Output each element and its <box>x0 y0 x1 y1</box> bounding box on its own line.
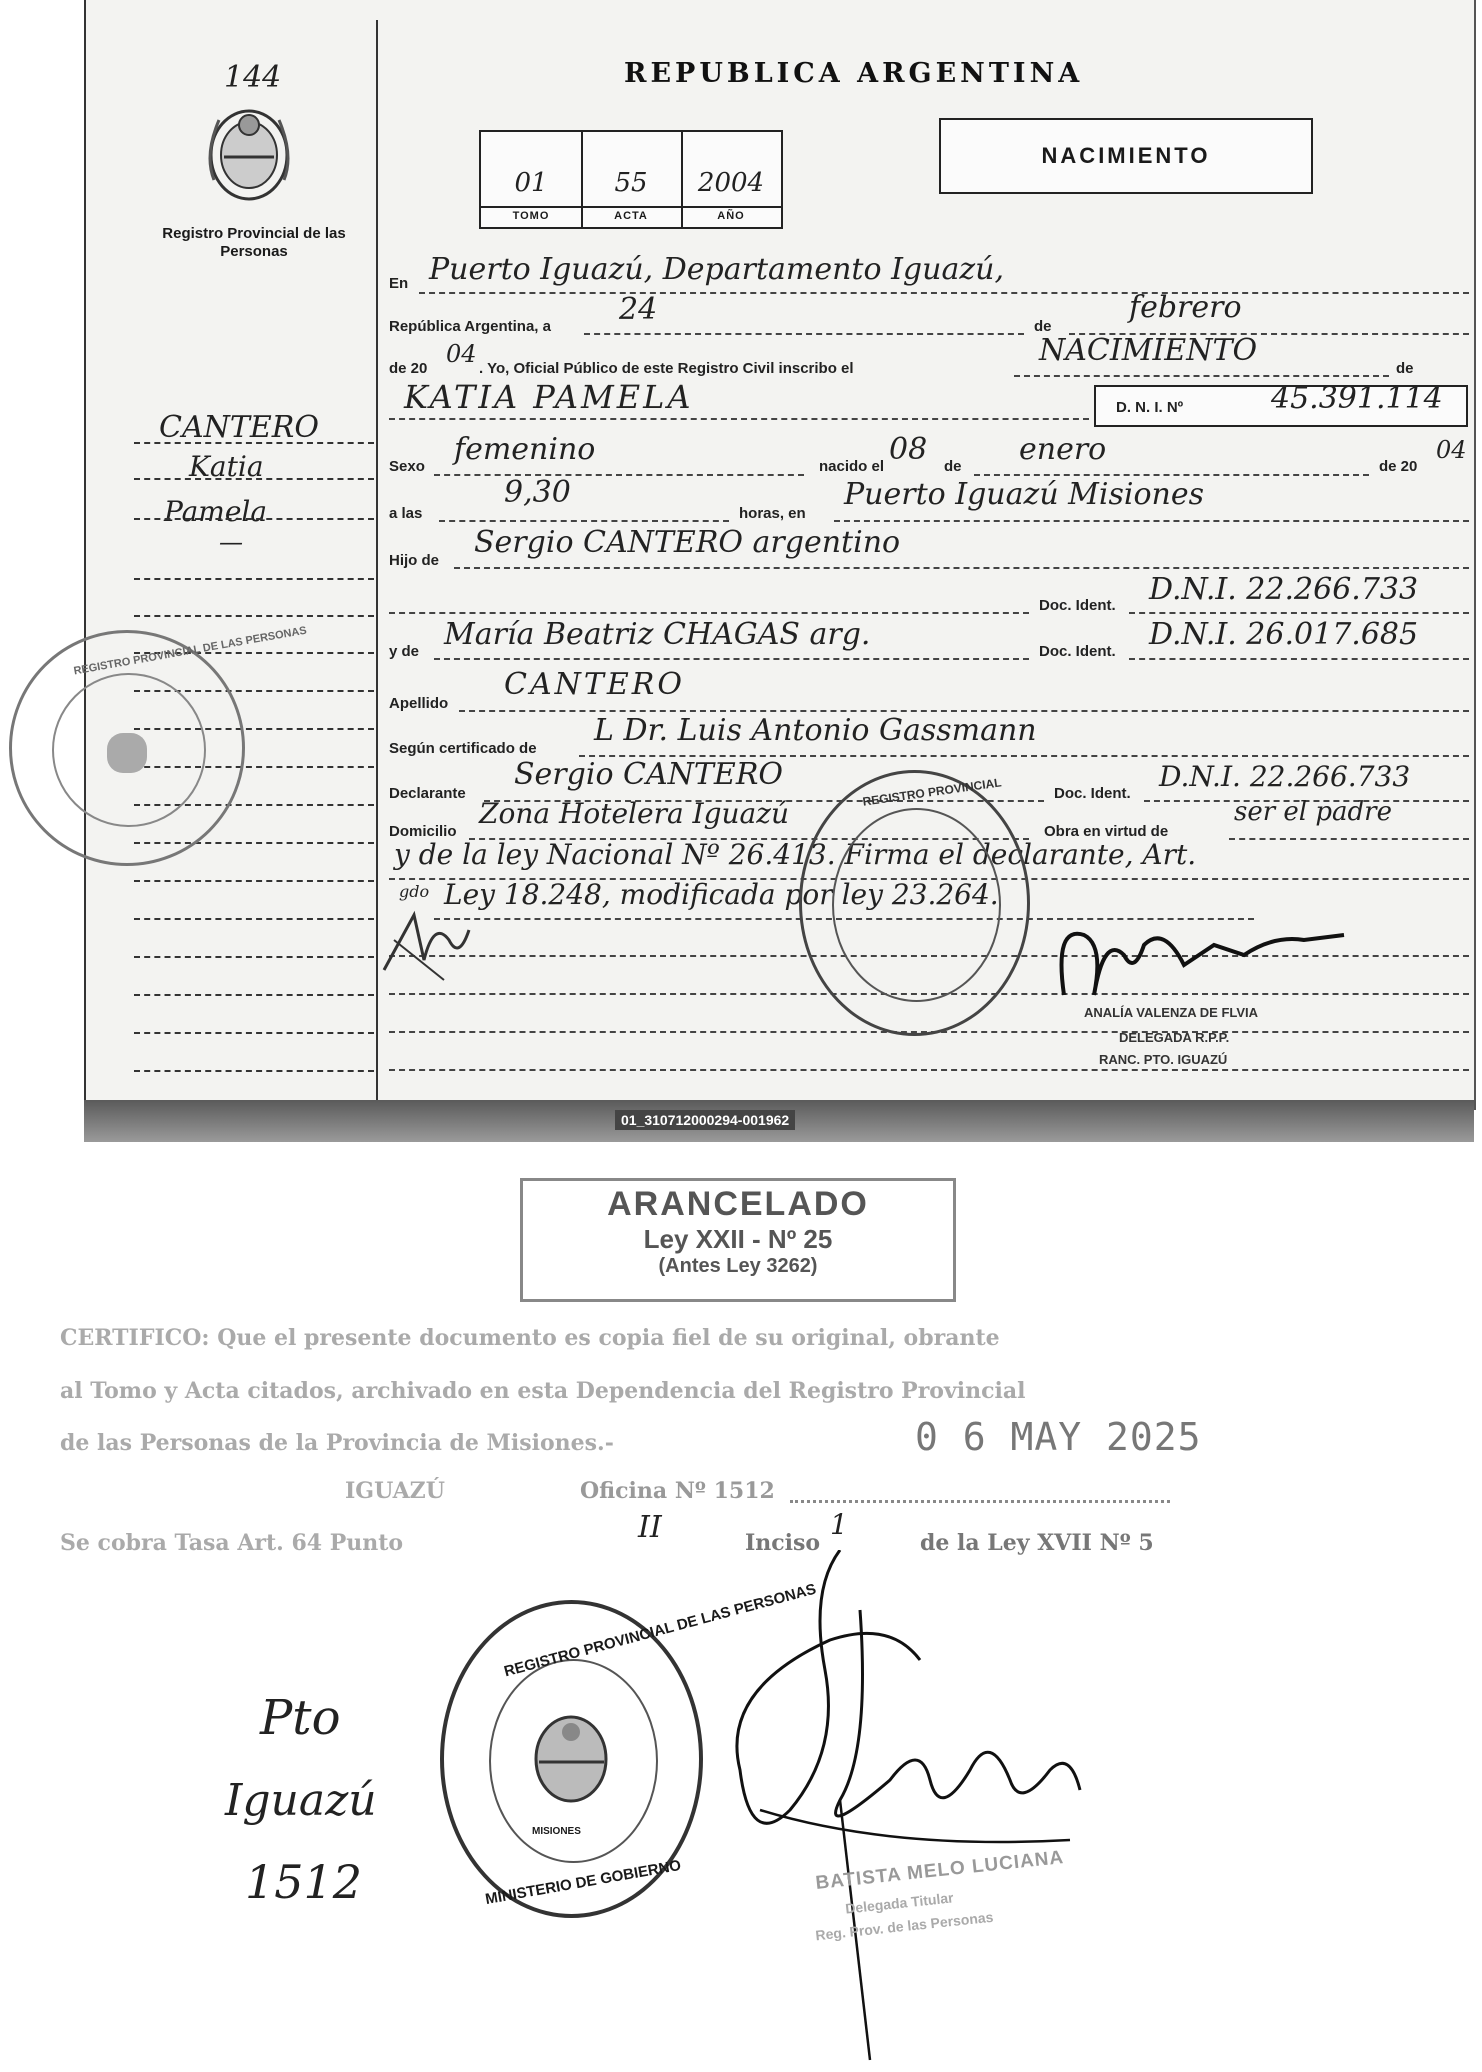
acts-by-value: ser el padre <box>1234 797 1392 827</box>
handwritten-office: 1512 <box>245 1855 363 1909</box>
time-label: a las <box>389 505 423 522</box>
declarant-dni: D.N.I. 22.266.733 <box>1159 760 1411 793</box>
declarant-name: Sergio CANTERO <box>514 757 784 792</box>
mother-dni: D.N.I. 26.017.685 <box>1149 617 1419 652</box>
arancelado-title: ARANCELADO <box>607 1185 869 1223</box>
signer-organization: Reg. Prov. de las Personas <box>814 1908 995 1944</box>
child-dni: 45.391.114 <box>1271 381 1443 416</box>
date-de-label: de <box>1034 318 1052 335</box>
legal-note-prefix: gdo <box>399 882 430 901</box>
arancelado-previous-law: (Antes Ley 3262) <box>658 1255 818 1277</box>
office-city: IGUAZÚ <box>345 1478 445 1504</box>
registry-name: Registro Provincial de las Personas <box>162 225 346 260</box>
fee-text: Se cobra Tasa Art. 64 Punto <box>60 1530 404 1556</box>
document-code: 01_310712000294-001962 <box>615 1110 795 1130</box>
father-label: Hijo de <box>389 552 440 569</box>
surname-label: Apellido <box>389 695 449 712</box>
certification-text-line3: de las Personas de la Provincia de Misiones.- <box>60 1430 614 1456</box>
fee-punto: II <box>638 1510 662 1545</box>
certificate-label: Según certificado de <box>389 740 537 757</box>
right-registry-stamp <box>799 770 1030 1036</box>
seal-emblem-icon <box>524 1704 619 1814</box>
fee-law: de la Ley XVII Nº 5 <box>920 1530 1154 1556</box>
official-office: RANC. PTO. IGUAZÚ <box>1099 1052 1228 1067</box>
legal-note-line1: y de la ley Nacional Nº 26.413. Firma el declarante, Art. <box>394 838 1197 871</box>
handwritten-city: Iguazú <box>225 1775 377 1826</box>
father-doc-label: Doc. Ident. <box>1039 597 1116 614</box>
birth-de-label: de <box>944 458 962 475</box>
acts-by-label: Obra en virtud de <box>1044 823 1169 840</box>
handwritten-pto: Pto <box>260 1690 341 1746</box>
seal-center-text: MISIONES <box>532 1826 581 1837</box>
declarant-doc-label: Doc. Ident. <box>1054 785 1131 802</box>
legal-note-line2: Ley 18.248, modificada por ley 23.264. <box>444 878 999 911</box>
dni-label: D. N. I. Nº <box>1116 399 1184 416</box>
record-type: NACIMIENTO <box>1041 143 1211 168</box>
child-surname: CANTERO <box>504 667 685 702</box>
left-registry-stamp <box>9 624 308 866</box>
birth-year-prefix: de 20 <box>1379 458 1418 475</box>
birth-month: enero <box>1019 432 1107 467</box>
de-label: de <box>1396 360 1414 377</box>
margin-first-name: Katia <box>189 450 264 483</box>
father-dni: D.N.I. 22.266.733 <box>1149 572 1419 607</box>
tomo-value: 01 <box>514 168 548 198</box>
folio-number: 144 <box>224 60 282 95</box>
left-border <box>84 0 86 1100</box>
inciso-value: 1 <box>830 1508 848 1541</box>
year-prefix-label: de 20 <box>389 360 428 377</box>
place-label: En <box>389 275 409 292</box>
left-stamp-text: REGISTRO PROVINCIAL DE LAS PERSONAS <box>72 624 308 678</box>
arancelado-law: Ley XXII - Nº 25 <box>643 1224 833 1254</box>
certification-text-line2: al Tomo y Acta citados, archivado en esta Dependencia del Registro Provincial <box>60 1378 1026 1404</box>
official-statement: . Yo, Oficial Público de este Registro Civil inscribo el <box>479 360 854 377</box>
signer-name: BATISTA MELO LUCIANA <box>814 1847 1066 1894</box>
certification-date: 0 6 MAY 2025 <box>915 1415 1202 1459</box>
margin-surname: CANTERO <box>159 410 319 445</box>
official-name: ANALÍA VALENZA DE FLVIA <box>1084 1005 1259 1020</box>
birth-certificate <box>72 0 1476 1110</box>
record-type-box <box>939 118 1313 194</box>
signer-title: Delegada Titular <box>844 1889 955 1917</box>
acta-label: ACTA <box>581 206 681 222</box>
ministry-seal <box>440 1580 818 1918</box>
tomo-label: TOMO <box>481 206 581 222</box>
hours-label: horas, en <box>739 505 806 522</box>
mother-name: María Beatriz CHAGAS arg. <box>444 617 871 652</box>
sex-label: Sexo <box>389 458 425 475</box>
dni-box <box>1094 381 1468 427</box>
delegate-signature <box>690 1550 1160 2070</box>
domicile-value: Zona Hotelera Iguazú <box>479 797 790 830</box>
margin-dash: — <box>219 528 243 556</box>
right-stamp-text: REGISTRO PROVINCIAL <box>861 775 1003 809</box>
child-sex: femenino <box>454 432 596 467</box>
domicile-label: Domicilio <box>389 823 457 840</box>
country-title: REPUBLICA ARGENTINA <box>624 58 1084 89</box>
certification-text-line1: CERTIFICO: Que el presente documento es copia fiel de su original, obrante <box>60 1325 1000 1351</box>
child-name: KATIA PAMELA <box>404 378 694 416</box>
registration-month: febrero <box>1129 290 1242 325</box>
declarant-initials-signature <box>374 900 484 990</box>
record-type-handwritten: NACIMIENTO <box>1039 333 1258 368</box>
acta-value: 55 <box>614 168 648 198</box>
record-number-box <box>479 130 783 229</box>
birth-place: Puerto Iguazú Misiones <box>844 477 1205 512</box>
anio-label: AÑO <box>681 206 781 222</box>
registration-day: 24 <box>619 292 658 327</box>
mother-label: y de <box>389 643 420 660</box>
declarant-label: Declarante <box>389 785 466 802</box>
official-title: DELEGADA R.P.P. <box>1119 1030 1230 1045</box>
birth-day: 08 <box>889 432 928 467</box>
mother-doc-label: Doc. Ident. <box>1039 643 1116 660</box>
margin-second-name: Pamela <box>164 495 268 528</box>
date-label: República Argentina, a <box>389 318 551 335</box>
birth-time: 9,30 <box>504 475 571 510</box>
anio-value: 2004 <box>697 168 765 198</box>
coat-of-arms-icon <box>194 95 304 210</box>
father-name: Sergio CANTERO argentino <box>474 525 901 560</box>
office-number: Oficina Nº 1512 <box>580 1478 775 1504</box>
seal-top-text: REGISTRO PROVINCIAL DE LAS PERSONAS <box>502 1580 818 1681</box>
born-label: nacido el <box>819 458 885 475</box>
registration-year: 04 <box>446 340 477 368</box>
certifying-doctor: L Dr. Luis Antonio Gassmann <box>594 713 1037 748</box>
arancelado-stamp <box>520 1178 956 1302</box>
birth-year: 04 <box>1436 436 1467 464</box>
place-value: Puerto Iguazú, Departamento Iguazú, <box>429 252 1004 287</box>
inciso-label: Inciso <box>745 1530 821 1556</box>
seal-bottom-text: MINISTERIO DE GOBIERNO <box>484 1856 683 1909</box>
